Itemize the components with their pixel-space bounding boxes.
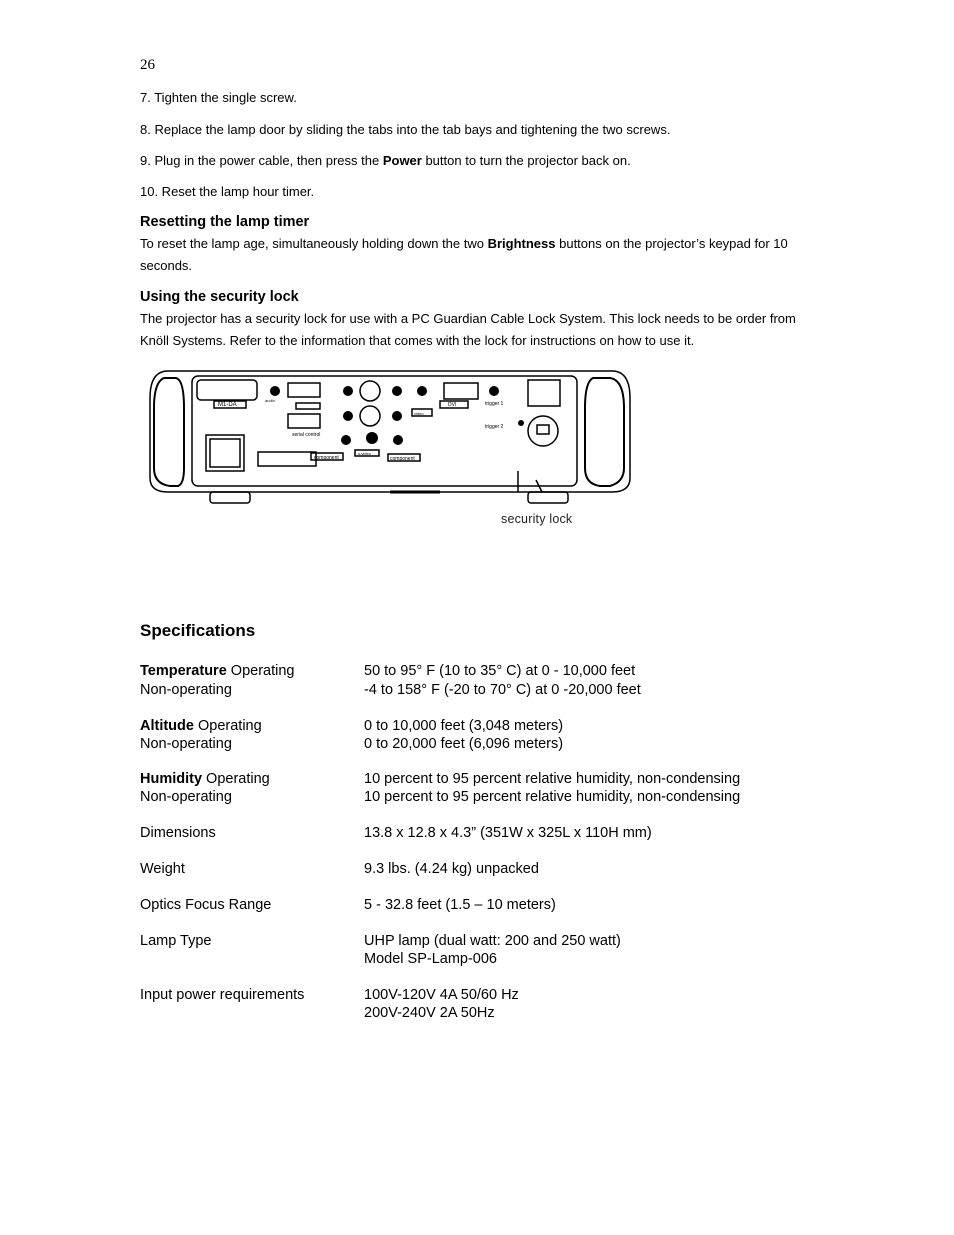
- spec-label-bold: Altitude: [140, 718, 194, 734]
- spec-value: 50 to 95° F (10 to 35° C) at 0 - 10,000 feet: [364, 663, 636, 679]
- spec-value: 0 to 20,000 feet (6,096 meters): [364, 736, 564, 752]
- label-audio: audio: [265, 398, 275, 403]
- spec-label-text: Operating: [226, 663, 295, 679]
- figure-caption: security lock: [501, 512, 573, 526]
- spec-label: Non-operating: [140, 736, 232, 752]
- paragraph-bold-text: Brightness: [487, 236, 556, 251]
- reset-paragraph: [140, 233, 820, 277]
- label-serial-control: serial control: [292, 432, 321, 438]
- spec-value: 10 percent to 95 percent relative humidity, non-condensing: [364, 789, 741, 805]
- spec-label: Lamp Type: [140, 933, 212, 949]
- spec-value: [364, 986, 824, 1022]
- spec-value: -4 to 158° F (-20 to 70° C) at 0 -20,000 feet: [364, 682, 641, 698]
- label-dvi: DVI: [448, 402, 457, 408]
- step-bold-text: Power: [382, 153, 422, 168]
- spec-value-line: 200V-240V 2A 50Hz: [364, 1005, 495, 1021]
- spec-label: Non-operating: [140, 682, 232, 698]
- step-text: 8. Replace the lamp door by sliding the tabs into the tab bays and tightening the two screws.: [140, 122, 671, 137]
- page-number: 26: [140, 57, 155, 73]
- step-8: [140, 122, 670, 137]
- spec-value: 10 percent to 95 percent relative humidity, non-condensing: [364, 771, 741, 787]
- spec-value: 0 to 10,000 feet (3,048 meters): [364, 718, 564, 734]
- spec-label: [140, 662, 364, 680]
- spec-label-text: Operating: [193, 718, 262, 734]
- step-9: [140, 153, 631, 168]
- label-trigger-1: trigger 1: [485, 401, 504, 407]
- specifications-title: Specifications: [140, 621, 256, 640]
- step-text: 7. Tighten the single screw.: [140, 90, 297, 105]
- spec-label: Optics Focus Range: [140, 897, 272, 913]
- spec-value-line: 100V-120V 4A 50/60 Hz: [364, 987, 519, 1003]
- spec-label: Input power requirements: [140, 987, 305, 1003]
- security-heading: Using the security lock: [140, 289, 299, 305]
- label-trigger-2: trigger 2: [485, 424, 504, 430]
- spec-value: [364, 932, 824, 968]
- spec-value: 5 - 32.8 feet (1.5 – 10 meters): [364, 897, 556, 913]
- spec-label: Dimensions: [140, 825, 216, 841]
- spec-label-bold: Humidity: [140, 771, 203, 787]
- label-component-left: component: [314, 455, 339, 461]
- spec-value: 13.8 x 12.8 x 4.3” (351W x 325L x 110H mm): [364, 825, 652, 841]
- label-component-right: component: [390, 456, 415, 462]
- label-m1da: M1-DA: [218, 402, 237, 408]
- spec-label: Non-operating: [140, 789, 232, 805]
- spec-label: Weight: [140, 861, 185, 877]
- spec-value-line: Model SP-Lamp-006: [364, 951, 497, 967]
- step-7: [140, 90, 297, 105]
- label-video: video: [414, 411, 424, 416]
- label-s-video: s-video: [358, 451, 371, 456]
- spec-label: [140, 770, 364, 788]
- paragraph-text: buttons on the projector’s keypad for 10 seconds.: [140, 236, 788, 273]
- spec-label-bold: Temperature: [140, 663, 227, 679]
- spec-label-text: Operating: [202, 771, 270, 787]
- spec-value: 9.3 lbs. (4.24 kg) unpacked: [364, 861, 539, 877]
- step-text: 10. Reset the lamp hour timer.: [140, 184, 315, 199]
- spec-label: [140, 717, 364, 735]
- projector-rear-panel-illustration: [140, 368, 640, 533]
- paragraph-text: To reset the lamp age, simultaneously holding down the two: [140, 236, 488, 251]
- security-paragraph: The projector has a security lock for use with a PC Guardian Cable Lock System. This lock needs to be order from Knöll Systems. Refer to the information that comes with the lock for instructions on how to use it.: [140, 311, 796, 348]
- step-text: button to turn the projector back on.: [421, 153, 631, 168]
- step-text: 9. Plug in the power cable, then press the: [140, 153, 383, 168]
- step-10: [140, 184, 314, 199]
- reset-heading: Resetting the lamp timer: [140, 214, 310, 230]
- spec-value-line: UHP lamp (dual watt: 200 and 250 watt): [364, 933, 621, 949]
